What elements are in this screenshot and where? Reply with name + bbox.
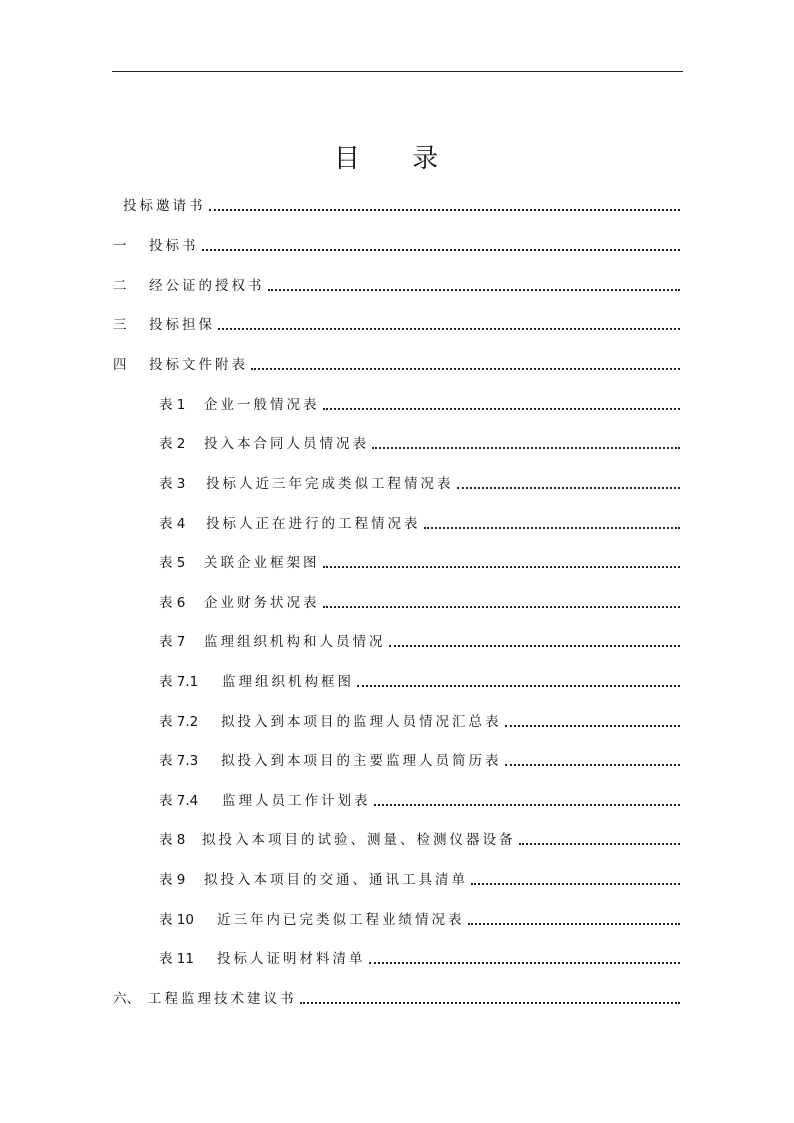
toc-entry[interactable] [113, 986, 680, 1008]
toc-entry-number: 二 [113, 278, 127, 294]
toc-leader-dots [369, 962, 681, 964]
toc-entry-label: 监理人员工作计划表 [222, 793, 371, 809]
toc-entry-label: 监理组织机构框图 [222, 674, 354, 690]
toc-entry-label: 监理组织机构和人员情况 [204, 634, 386, 650]
toc-entry-label: 投标书 [149, 238, 199, 254]
toc-entry-number: 表 11 [159, 951, 194, 967]
toc-leader-dots [468, 923, 681, 925]
toc-entry-number: 表 1 [159, 397, 186, 413]
toc-entry[interactable] [159, 946, 680, 968]
toc-entry-number: 表 7.4 [159, 793, 199, 809]
toc-entry-number: 一 [113, 238, 127, 254]
toc-entry[interactable] [159, 867, 680, 889]
toc-entry[interactable] [123, 193, 680, 215]
toc-entry-label: 近三年内已完类似工程业绩情况表 [217, 912, 465, 928]
toc-entry[interactable] [113, 273, 680, 295]
toc-entry[interactable] [159, 669, 680, 691]
toc-entry-number: 四 [113, 357, 127, 373]
toc-leader-dots [372, 447, 680, 449]
toc-entry-number: 表 2 [159, 436, 186, 452]
toc-entry-label: 拟投入本项目的交通、通讯工具清单 [204, 872, 468, 888]
toc-entry-label: 拟投入到本项目的监理人员情况汇总表 [221, 714, 502, 730]
toc-entry-label: 关联企业框架图 [204, 555, 320, 571]
toc-entry[interactable] [159, 748, 680, 770]
toc-leader-dots [323, 566, 681, 568]
toc-entry-label: 投标文件附表 [149, 357, 248, 373]
toc-leader-dots [251, 368, 680, 370]
toc-entry-label: 投入本合同人员情况表 [204, 436, 369, 452]
toc-entry-label: 投标人证明材料清单 [217, 951, 366, 967]
toc-entry[interactable] [159, 629, 680, 651]
toc-entry-label: 企业一般情况表 [204, 397, 320, 413]
toc-leader-dots [519, 843, 681, 845]
toc-entry[interactable] [159, 709, 680, 731]
toc-leader-dots [357, 685, 680, 687]
toc-entry[interactable] [113, 352, 680, 374]
toc-entry-label: 投标担保 [149, 317, 215, 333]
toc-leader-dots [505, 725, 681, 727]
toc-entry[interactable] [113, 312, 680, 334]
toc-entry-number: 表 9 [159, 872, 186, 888]
toc-entry-number: 表 10 [159, 912, 194, 928]
toc-entry[interactable] [159, 788, 680, 810]
toc-entry-number: 表 5 [159, 555, 186, 571]
toc-leader-dots [389, 645, 681, 647]
toc-entry[interactable] [159, 907, 680, 929]
toc-leader-dots [209, 209, 681, 211]
toc-leader-dots [471, 883, 680, 885]
toc-leader-dots [374, 804, 681, 806]
toc-entry-number: 表 4 [159, 516, 186, 532]
toc-entry-label: 经公证的授权书 [149, 278, 265, 294]
toc-entry-number: 表 7.3 [159, 753, 199, 769]
toc-entry-label: 投标人正在进行的工程情况表 [206, 516, 421, 532]
toc-leader-dots [323, 408, 681, 410]
toc-leader-dots [424, 527, 681, 529]
toc-entry-label: 拟投入到本项目的主要监理人员简历表 [221, 753, 502, 769]
toc-entry[interactable] [113, 233, 680, 255]
toc-leader-dots [300, 1002, 681, 1004]
toc-leader-dots [505, 764, 681, 766]
toc-entry-number: 六、 [113, 991, 140, 1007]
toc-entry-number: 表 3 [159, 476, 186, 492]
toc-entry[interactable] [159, 392, 680, 414]
toc-entry[interactable] [159, 511, 680, 533]
toc-leader-dots [323, 606, 681, 608]
toc-entry-label: 拟投入本项目的试验、测量、检测仪器设备 [202, 832, 516, 848]
toc-entry[interactable] [159, 431, 680, 453]
toc-entry-number: 表 8 [159, 832, 186, 848]
toc-entry[interactable] [159, 827, 680, 849]
toc-leader-dots [457, 487, 681, 489]
toc-entry[interactable] [159, 550, 680, 572]
toc-leader-dots [268, 289, 681, 291]
toc-entry-number: 表 6 [159, 595, 186, 611]
toc-entry-number: 三 [113, 317, 127, 333]
toc-entry-label: 投标人近三年完成类似工程情况表 [206, 476, 454, 492]
toc-entry-number: 表 7 [159, 634, 186, 650]
toc-entry-number: 表 7.1 [159, 674, 199, 690]
toc-entry-label: 企业财务状况表 [204, 595, 320, 611]
toc-entry[interactable] [159, 471, 680, 493]
toc-entry-label: 工程监理技术建议书 [148, 991, 297, 1007]
toc-entry-number: 表 7.2 [159, 714, 199, 730]
toc-entry-label: 投标邀请书 [123, 198, 206, 214]
toc-leader-dots [202, 249, 681, 251]
page-title: 目 录 [333, 144, 461, 174]
toc-entry[interactable] [159, 590, 680, 612]
toc-leader-dots [218, 328, 680, 330]
